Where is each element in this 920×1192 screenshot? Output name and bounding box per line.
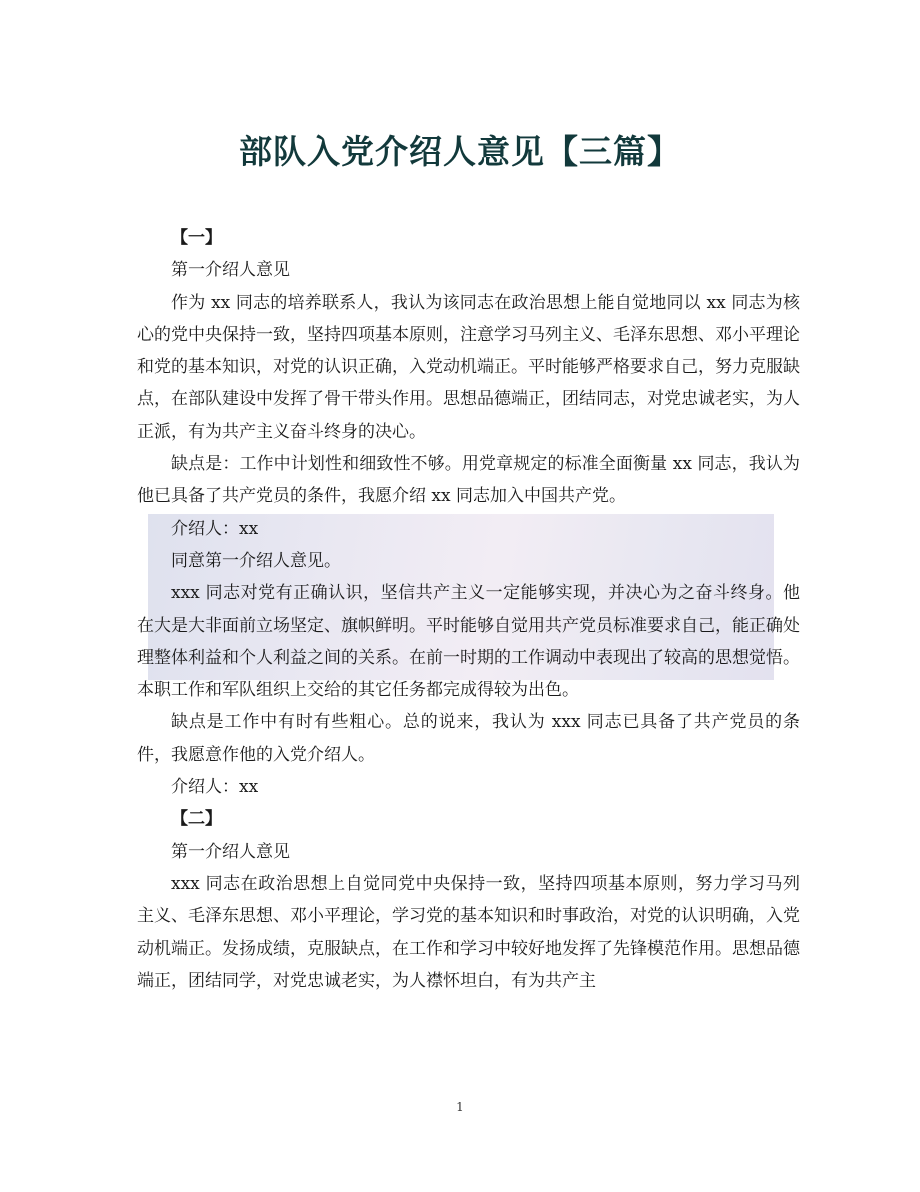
paragraph: xxx 同志对党有正确认识，坚信共产主义一定能够实现，并决心为之奋斗终身。他在大是大非面前立场坚定、旗帜鲜明。平时能够自觉用共产党员标准要求自己，能正确处理整体利益和个人利益之间的关系。在前一时期的工作调动中表现出了较高的思想觉悟。本职工作和军队组织上交给的其它任务都完成得较为出色。	[137, 583, 800, 701]
paragraph: 介绍人：xx	[171, 777, 259, 798]
paragraph: xxx 同志在政治思想上自觉同党中央保持一致，坚持四项基本原则，努力学习马列主义、毛泽东思想、邓小平理论，学习党的基本知识和时事政治，对党的认识明确，入党动机端正。发扬成绩，克服缺点，在工作和学习中较好地发挥了先锋模范作用。思想品德端正，团结同学，对党忠诚老实，为人襟怀坦白，有为共产主	[137, 873, 800, 991]
paragraph: 缺点是：工作中计划性和细致性不够。用党章规定的标准全面衡量 xx 同志，我认为他已具备了共产党员的条件，我愿介绍 xx 同志加入中国共产党。	[137, 454, 800, 507]
paragraph: 第一介绍人意见	[171, 841, 290, 862]
paragraph: 作为 xx 同志的培养联系人，我认为该同志在政治思想上能自觉地同以 xx 同志为核心的党中央保持一致，坚持四项基本原则，注意学习马列主义、毛泽东思想、邓小平理论和党的基本知识，对党的认识正确，入党动机端正。平时能够严格要求自己，努力克服缺点，在部队建设中发挥了骨干带头作用。思想品德端正，团结同志，对党忠诚老实，为人正派，有为共产主义奋斗终身的决心。	[137, 292, 800, 442]
section-heading: 【二】	[171, 809, 222, 830]
section-heading: 【一】	[171, 228, 222, 248]
document-body	[137, 222, 800, 997]
paragraph: 第一介绍人意见	[171, 260, 290, 281]
page-number: 1	[456, 1100, 464, 1114]
paragraph: 缺点是工作中有时有些粗心。总的说来，我认为 xxx 同志已具备了共产党员的条件，我愿意作他的入党介绍人。	[137, 712, 800, 765]
paragraph: 同意第一介绍人意见。	[171, 550, 341, 571]
document-title: 部队入党介绍人意见【三篇】	[239, 132, 681, 171]
paragraph: 介绍人：xx	[171, 518, 259, 539]
